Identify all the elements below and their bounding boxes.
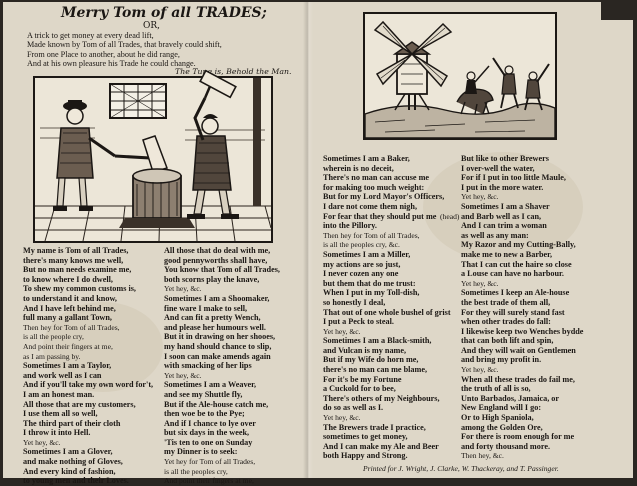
verse-line: But like to other Brewers <box>461 154 549 163</box>
verse-line: All those that do deal with me, <box>164 246 271 255</box>
verse-line: a Louse can have no harbour. <box>461 269 564 279</box>
verse-line: I over-well the water, <box>461 163 535 173</box>
intro-line: Made known by Tom of all Trades, that bravely could shift, <box>27 40 222 50</box>
verse-line: But no man needs examine me, <box>23 265 132 275</box>
verse-column-2 <box>164 246 280 486</box>
verse-line: When all these trades do fail me, <box>461 374 575 384</box>
verse-line: The Brewers trade I practice, <box>323 422 426 432</box>
verse-line: For fear that they should put me <box>323 211 437 221</box>
center-fold <box>303 2 313 478</box>
verse-line: I dare not come them nigh, <box>323 201 418 211</box>
verse-line: Or to High Spaniola, <box>461 413 534 423</box>
chorus-line: Yet hey, &c. <box>461 278 499 288</box>
verse-line: my Dinner is to seek: <box>164 447 238 457</box>
verse-line: To shew my common customs is, <box>23 284 136 294</box>
verse-line: For there is room enough for me <box>461 432 575 442</box>
verse-line: Sometimes I am a Glover, <box>23 447 113 457</box>
verse-line: and forty thousand more. <box>461 441 551 451</box>
verse-line: When I put in my Toll-dish, <box>323 288 420 298</box>
runover-note: (head) <box>440 212 460 221</box>
verse-line: And they will wait on Gentlemen <box>461 345 576 355</box>
chorus-line: as I am passing by. <box>23 351 81 361</box>
chorus-line: And point their fingers at me, <box>23 341 113 351</box>
intro-line: A trick to get money at every dead lift, <box>27 31 154 40</box>
verse-line: sometimes to get money, <box>323 432 408 442</box>
verse-line: I throw it into Hell. <box>23 428 91 438</box>
verse-line: But for my Lord Mayor's Officers, <box>323 192 445 202</box>
verse-line: I am an honest man. <box>23 389 95 399</box>
verse-line: wherein is no deceit, <box>323 163 394 173</box>
verse-line: make me to new a Barber, <box>461 249 553 259</box>
verse-line: And if I chance to lye over <box>164 418 256 428</box>
verse-line: there's many knows me well, <box>23 255 124 265</box>
verse-line: fine ware I make to sell, <box>164 303 248 313</box>
verse-line: both scorns play the knave, <box>164 274 260 284</box>
verse-line: And I can trim a woman <box>461 221 547 231</box>
verse-column-1 <box>23 246 153 486</box>
verse-line: That out of one whole bushel of grist <box>323 307 451 317</box>
printer-imprint: Printed for J. Wright, J. Clarke, W. Thackeray, and T. Passinger. <box>363 464 559 473</box>
title-or: OR, <box>143 21 161 31</box>
verse-line: And can fit a pretty Wench, <box>164 313 261 323</box>
ballad-title: Merry Tom of all TRADES; <box>61 5 267 21</box>
verse-line: Sometimes I am a Taylor, <box>23 361 112 371</box>
chorus-line: Yet hey, &c. <box>323 413 361 423</box>
verse-line: when other trades do fall: <box>461 317 551 327</box>
chorus-line: Then hey for Tom of all Trades, <box>323 230 420 240</box>
verse-line: I put in the more water. <box>461 182 544 192</box>
verse-line: but them that do me trust: <box>323 278 416 288</box>
chorus-line: is all the people cry, <box>23 332 84 342</box>
verse-line: I use them all so well, <box>23 409 98 419</box>
verse-line: For it's be my Fortune <box>323 374 402 384</box>
verse-line: I never cozen any one <box>323 269 399 279</box>
verse-line: But it in drawing on her shooes, <box>164 332 276 342</box>
intro-verse <box>27 31 282 69</box>
blacksmiths-illustration <box>35 78 271 241</box>
verse-line: a Cuckold for to bee, <box>323 384 396 394</box>
verse-line: for making too much weight: <box>323 182 425 192</box>
verse-line: All those that are my customers, <box>23 399 136 409</box>
verse-line: Sometimes I keep an Ale-house <box>461 288 570 298</box>
verse-line: New England will I go: <box>461 403 542 413</box>
verse-line: do so as well as I. <box>323 403 384 413</box>
verse-line: There's others of my Neighbours, <box>323 393 440 403</box>
verse-line: For they will surely stand fast <box>461 307 565 317</box>
woodcut-blacksmiths <box>33 76 273 243</box>
verse-line: but six days in the week, <box>164 428 250 438</box>
verse-column-4 <box>461 154 583 461</box>
verse-line: My Razor and my Cutting-Bally, <box>461 240 576 250</box>
verse-line: to young men and their Loves. <box>23 476 129 486</box>
verse-line: then woe be to the Pye; <box>164 409 245 419</box>
woodcut-windmill <box>363 12 557 140</box>
verse-line: That I can cut the haire so close <box>461 259 572 269</box>
chorus-line: is all the peoples cry, <box>164 466 228 476</box>
verse-line: into the Pillory. <box>323 221 377 231</box>
verse-line: There's no man can accuse me <box>323 173 430 183</box>
verse-line: For if I put in too little Maule, <box>461 173 566 183</box>
verse-line: the best trade of them all, <box>461 297 551 307</box>
chorus-line: is all the peoples cry, &c. <box>323 240 400 250</box>
verse-line: to understand it and know, <box>23 293 117 303</box>
verse-line: But if my Wife do horn me, <box>323 355 419 365</box>
verse-line: 'Tis ten to one on Sunday <box>164 437 253 447</box>
chorus-line: Yet hey, &c. <box>164 284 202 294</box>
chorus-line: Yet hey, &c. <box>461 365 499 375</box>
verse-line: My name is Tom of all Trades, <box>23 246 129 255</box>
verse-line: I put a Peck to steal. <box>323 317 394 327</box>
chorus-line: Yet hey, &c. <box>461 192 499 202</box>
chorus-line: Yet hey, &c. <box>323 326 361 336</box>
verse-line: full many a gallant Town, <box>23 313 112 323</box>
verse-line: my hand should chance to slip, <box>164 341 272 351</box>
verse-line: Sometimes I am a Miller, <box>323 249 411 259</box>
verse-line: I soon can make amends again <box>164 351 271 361</box>
verse-line: and make nothing of Gloves, <box>23 457 123 467</box>
windmill-illustration <box>365 14 555 138</box>
chorus-line: Yet hey for Tom of all Trades, <box>164 457 256 467</box>
chorus-line: Yet hey, &c. <box>164 370 202 380</box>
torn-corner <box>601 2 633 20</box>
verse-line: to know where I do dwell, <box>23 274 113 284</box>
tune-line: The Tune is, Behold the Man. <box>175 67 292 76</box>
verse-line: the truth of all is so, <box>461 384 531 394</box>
verse-line: Sometimes I am a Shaver <box>461 201 550 211</box>
verse-line: Unto Barbados, Jamaica, or <box>461 393 560 403</box>
verse-column-3 <box>323 154 451 461</box>
verse-line: both Happy and Strong. <box>323 451 408 461</box>
verse-line: and see my Shuttle fly, <box>164 389 243 399</box>
intro-line: And at his own pleasure his Trade he could change. <box>27 59 196 69</box>
chorus-line: And point their fingers at me, <box>164 476 254 486</box>
verse-line: good pennyworths shall have, <box>164 255 268 265</box>
verse-line: Sometimes I am a Shoomaker, <box>164 293 270 303</box>
verse-line: there's no man can me blame, <box>323 365 428 375</box>
verse-line: my actions are so just, <box>323 259 401 269</box>
verse-line: and bring my profit in. <box>461 355 542 365</box>
verse-line: But if the Ale-house catch me, <box>164 399 269 409</box>
verse-line: And if you'll take my own word for't, <box>23 380 154 390</box>
verse-line: and Barb well as I can, <box>461 211 542 221</box>
verse-line: Sometimes I am a Baker, <box>323 154 410 163</box>
verse-line: I likewise keep two Wenches bydde <box>461 326 584 336</box>
verse-line: And every kind of fashion, <box>23 466 116 476</box>
verse-line: and work well as I can <box>23 370 102 380</box>
verse-line: You know that Tom of all Trades, <box>164 265 280 275</box>
chorus-line: Then hey, &c. <box>461 451 504 461</box>
verse-line: so honestly I deal, <box>323 297 386 307</box>
verse-line: with smacking of her lips <box>164 361 252 371</box>
intro-line: From one Place to another, about he did range, <box>27 49 180 59</box>
verse-line: that can both lift and spin, <box>461 336 554 346</box>
verse-line: And I have left behind me, <box>23 303 116 313</box>
verse-line: Sometimes I am a Black-smith, <box>323 336 432 346</box>
chorus-line: Yet hey, &c. <box>23 437 61 447</box>
verse-line: and Vulcan is my name, <box>323 345 407 355</box>
broadside-sheet <box>3 2 633 486</box>
verse-line: The third part of their cloth <box>23 418 121 428</box>
chorus-line: Then hey for Tom of all Trades, <box>23 322 120 332</box>
verse-line: And I can make my Ale and Beer <box>323 441 439 451</box>
verse-line: Sometimes I am a Weaver, <box>164 380 257 390</box>
verse-line: as well as any man: <box>461 230 529 240</box>
verse-line: among the Golden Ore, <box>461 422 543 432</box>
verse-line: and please her humours well. <box>164 322 266 332</box>
